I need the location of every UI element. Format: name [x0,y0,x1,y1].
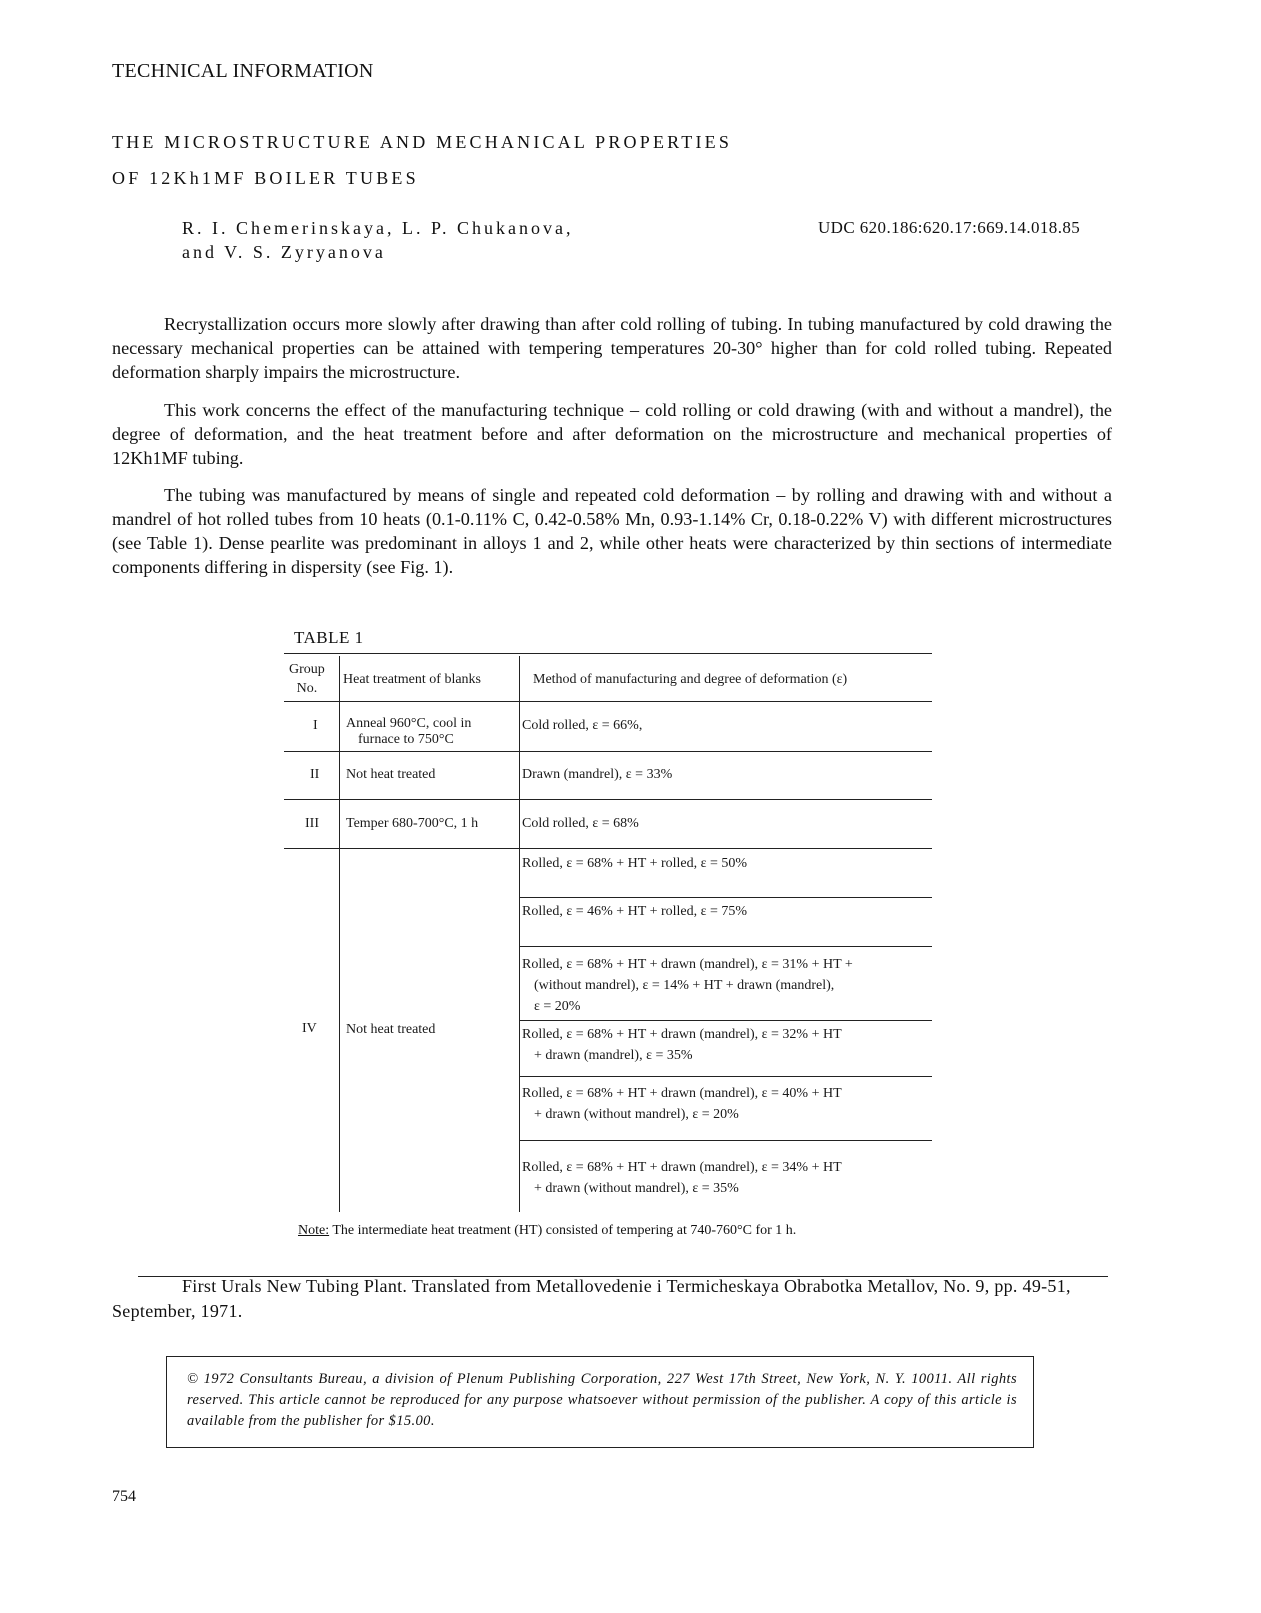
header-group-number-label: No. [296,681,318,696]
table-top-rule [284,653,932,654]
author-line-2: and V. S. Zyryanova [182,242,386,262]
group-number: III [305,816,319,831]
method-line: + drawn (without mandrel), ε = 35% [534,1181,739,1196]
table-subrow-rule [520,946,932,947]
header-group-label: Group [289,662,325,677]
table-subrow-rule [520,1076,932,1077]
note-text: The intermediate heat treatment (HT) consisted of tempering at 740-760°C for 1 h. [329,1223,797,1238]
method-cell [522,1024,842,1066]
method-cell: Rolled, ε = 46% + HT + rolled, ε = 75% [522,904,748,919]
method-cell: Cold rolled, ε = 66%, [522,718,643,733]
method-cell [522,954,853,1017]
table-note [298,1223,796,1239]
heat-treatment-cell: Temper 680-700°C, 1 h [346,816,479,831]
method-cell: Cold rolled, ε = 68% [522,816,639,831]
method-line: (without mandrel), ε = 14% + HT + drawn (mandrel), [534,978,835,993]
method-line: ε = 20% [534,999,581,1014]
method-line: + drawn (mandrel), ε = 35% [534,1048,693,1063]
table-header-rule [284,701,932,702]
group-number: II [310,767,320,782]
paragraph-1: Recrystallization occurs more slowly after drawing than after cold rolling of tubing. In tubing manufactured by cold drawing the necessary mechanical properties can be attained with tempering temperatures 20-30° higher than for cold rolled tubing. Repeated deformation sharply impairs the microstructure. [112,314,1112,382]
method-cell [522,1157,842,1199]
article-title-line-1: THE MICROSTRUCTURE AND MECHANICAL PROPERTIES [112,132,733,152]
method-line: Rolled, ε = 68% + HT + drawn (mandrel), ε = 32% + HT [522,1027,842,1042]
author-list [182,216,573,264]
copyright-notice: © 1972 Consultants Bureau, a division of Plenum Publishing Corporation, 227 West 17th Street, New York, N. Y. 10011. All rights reserved. This article cannot be reproduced for any purpose whatsoever without permission of the publisher. A copy of this article is available from the publisher for $15.00. [187,1371,1017,1429]
group-number: IV [302,1021,317,1036]
footnote: First Urals New Tubing Plant. Translated from Metallovedenie i Termicheskaya Obrabotka Metallov, No. 9, pp. 49-51, September, 1971. [112,1276,1071,1321]
udc-code: UDC 620.186:620.17:669.14.018.85 [818,218,1081,237]
table-row-rule [284,751,932,752]
method-line: Rolled, ε = 68% + HT + drawn (mandrel), ε = 40% + HT [522,1086,842,1101]
paragraph-3: The tubing was manufactured by means of single and repeated cold deformation – by rolling and drawing with and without a mandrel of hot rolled tubes from 10 heats (0.1-0.11% C, 0.42-0.58% Mn, 0.93-1.14% Cr, 0.18-0.22% V) with different microstructures (see Table 1). Dense pearlite was predominant in alloys 1 and 2, while other heats were characterized by thin sections of intermediate components differing in dispersity (see Fig. 1). [112,485,1112,577]
method-line: Rolled, ε = 68% + HT + drawn (mandrel), ε = 31% + HT + [522,957,853,972]
heat-treatment-cell: Not heat treated [346,1022,436,1037]
table-subrow-rule [520,897,932,898]
heat-treatment-line: Anneal 960°C, cool in [346,716,472,731]
copyright-box [166,1356,1034,1448]
table-row-rule [284,848,932,849]
table-column-rule [519,656,520,1212]
group-number: I [313,718,318,733]
section-header: TECHNICAL INFORMATION [112,60,374,82]
article-title-line-2: OF 12Kh1MF BOILER TUBES [112,168,419,188]
note-label: Note: [298,1223,330,1238]
heat-treatment-cell: Not heat treated [346,767,436,782]
method-line: + drawn (without mandrel), ε = 20% [534,1107,739,1122]
table-label: TABLE 1 [294,628,364,647]
paragraph-2: This work concerns the effect of the manufacturing technique – cold rolling or cold drawing (with and without a mandrel), the degree of deformation, and the heat treatment before and after deformation on the microstructure and mechanical properties of 12Kh1MF tubing. [112,400,1112,468]
header-heat-treatment: Heat treatment of blanks [343,672,482,687]
author-line-1: R. I. Chemerinskaya, L. P. Chukanova, [182,218,574,238]
method-cell [522,1083,842,1125]
method-line: Rolled, ε = 68% + HT + drawn (mandrel), ε = 34% + HT [522,1160,842,1175]
header-method: Method of manufacturing and degree of deformation (ε) [533,672,848,687]
method-cell: Drawn (mandrel), ε = 33% [522,767,673,782]
method-cell: Rolled, ε = 68% + HT + rolled, ε = 50% [522,856,748,871]
header-group [289,660,325,698]
table-subrow-rule [520,1140,932,1141]
heat-treatment-cell [346,716,471,748]
page-number: 754 [112,1488,136,1505]
heat-treatment-line: furnace to 750°C [358,732,454,747]
table-subrow-rule [520,1020,932,1021]
table-column-rule [339,656,340,1212]
table-row-rule [284,799,932,800]
